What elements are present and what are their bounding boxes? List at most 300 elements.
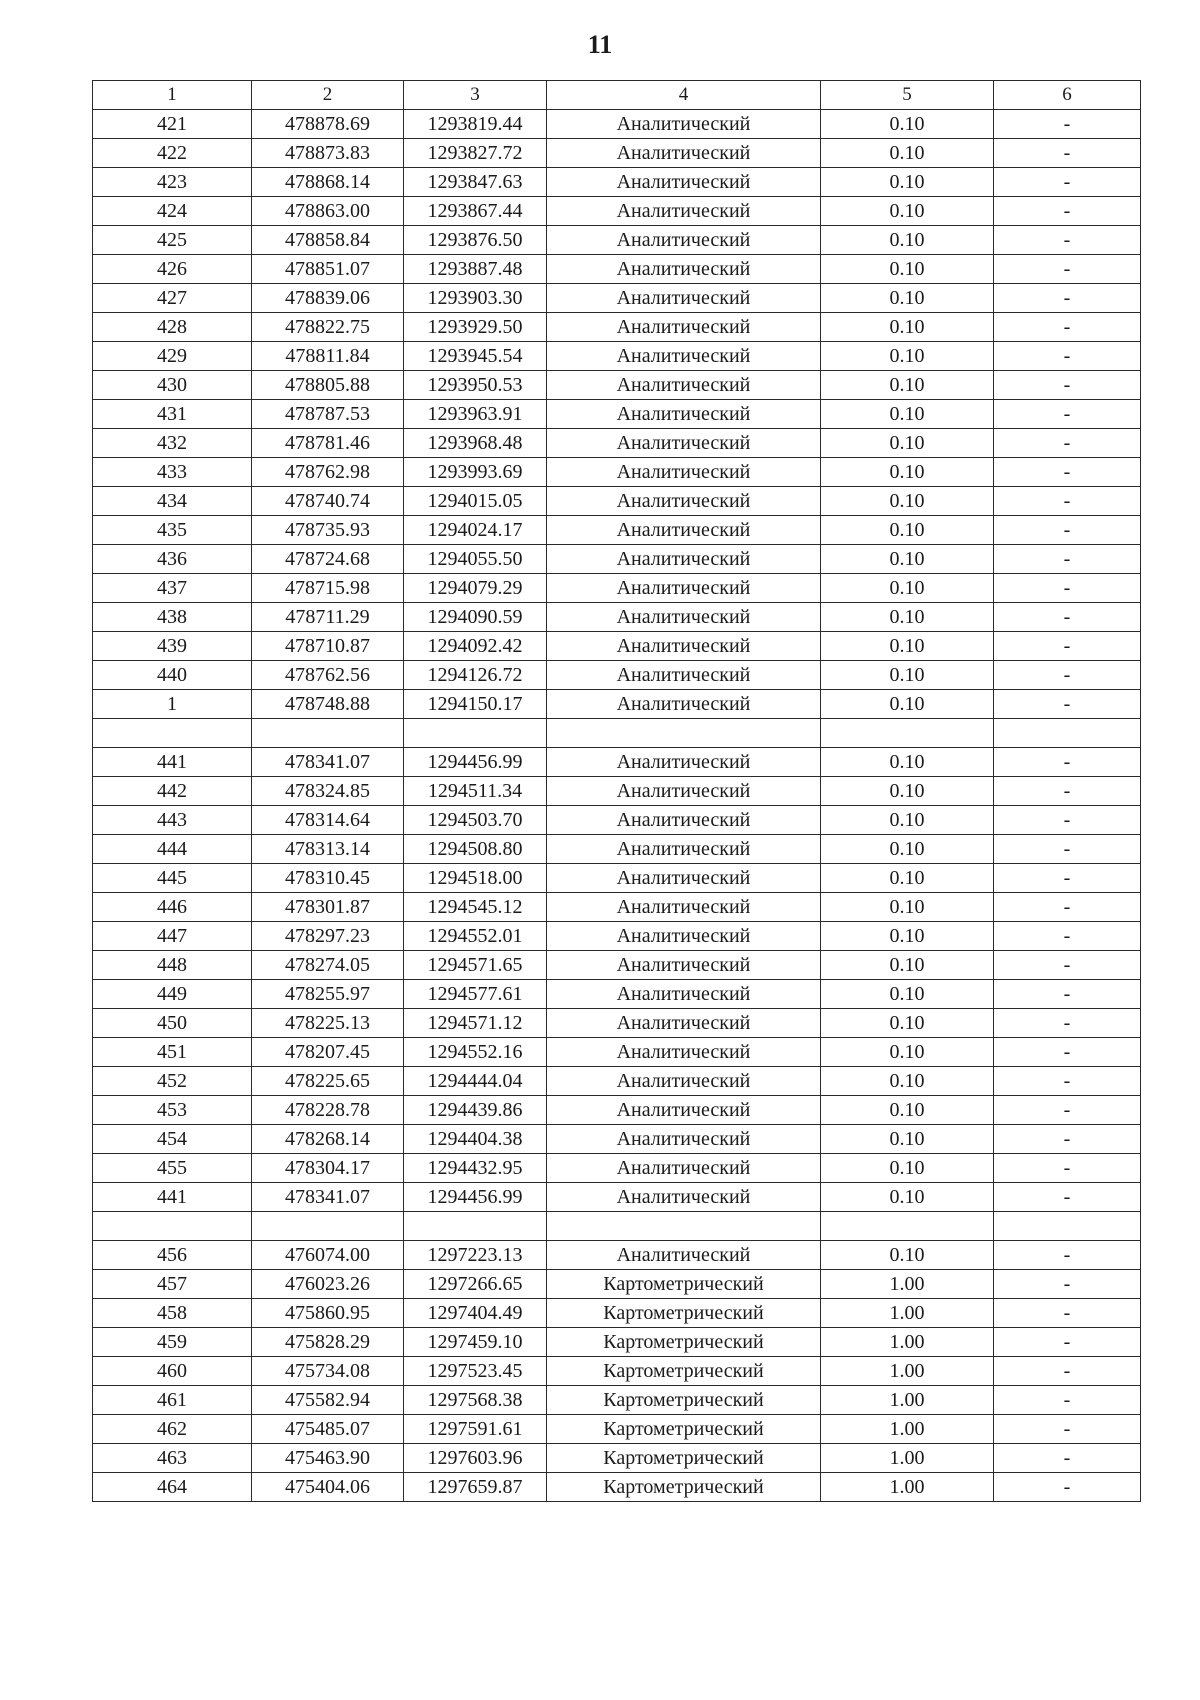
note-cell: - [994, 1241, 1141, 1270]
y-coordinate-cell: 1294552.01 [404, 922, 547, 951]
accuracy-cell: 0.10 [821, 429, 994, 458]
point-number-cell: 446 [93, 893, 252, 922]
column-header-6: 6 [994, 81, 1141, 110]
method-cell: Аналитический [547, 922, 821, 951]
method-cell: Аналитический [547, 893, 821, 922]
table-row [93, 487, 1141, 516]
note-cell: - [994, 1299, 1141, 1328]
table-separator-row [93, 719, 1141, 748]
point-number-cell: 421 [93, 110, 252, 139]
y-coordinate-cell: 1294571.12 [404, 1009, 547, 1038]
table-row [93, 1473, 1141, 1502]
note-cell: - [994, 864, 1141, 893]
table-row [93, 429, 1141, 458]
table-row [93, 1067, 1141, 1096]
accuracy-cell: 0.10 [821, 371, 994, 400]
accuracy-cell: 0.10 [821, 748, 994, 777]
y-coordinate-cell: 1297523.45 [404, 1357, 547, 1386]
x-coordinate-cell: 476074.00 [252, 1241, 404, 1270]
column-header-3: 3 [404, 81, 547, 110]
x-coordinate-cell: 478748.88 [252, 690, 404, 719]
note-cell: - [994, 806, 1141, 835]
method-cell: Картометрический [547, 1328, 821, 1357]
note-cell: - [994, 1183, 1141, 1212]
method-cell: Аналитический [547, 864, 821, 893]
method-cell: Аналитический [547, 226, 821, 255]
table-row [93, 951, 1141, 980]
x-coordinate-cell: 478762.56 [252, 661, 404, 690]
x-coordinate-cell: 476023.26 [252, 1270, 404, 1299]
point-number-cell: 447 [93, 922, 252, 951]
y-coordinate-cell: 1297603.96 [404, 1444, 547, 1473]
note-cell: - [994, 632, 1141, 661]
table-row [93, 139, 1141, 168]
y-coordinate-cell: 1294577.61 [404, 980, 547, 1009]
accuracy-cell: 1.00 [821, 1473, 994, 1502]
note-cell: - [994, 1386, 1141, 1415]
y-coordinate-cell: 1293819.44 [404, 110, 547, 139]
note-cell: - [994, 139, 1141, 168]
table-row [93, 197, 1141, 226]
point-number-cell: 454 [93, 1125, 252, 1154]
method-cell: Аналитический [547, 110, 821, 139]
y-coordinate-cell: 1293903.30 [404, 284, 547, 313]
note-cell: - [994, 342, 1141, 371]
y-coordinate-cell: 1294444.04 [404, 1067, 547, 1096]
header-row [93, 81, 1141, 110]
table-row [93, 893, 1141, 922]
y-coordinate-cell: 1294508.80 [404, 835, 547, 864]
table-row [93, 1386, 1141, 1415]
point-number-cell: 423 [93, 168, 252, 197]
point-number-cell: 442 [93, 777, 252, 806]
point-number-cell: 427 [93, 284, 252, 313]
point-number-cell: 422 [93, 139, 252, 168]
accuracy-cell: 0.10 [821, 1125, 994, 1154]
accuracy-cell: 0.10 [821, 951, 994, 980]
method-cell: Аналитический [547, 197, 821, 226]
y-coordinate-cell: 1294503.70 [404, 806, 547, 835]
note-cell: - [994, 690, 1141, 719]
method-cell: Картометрический [547, 1357, 821, 1386]
method-cell: Аналитический [547, 980, 821, 1009]
accuracy-cell: 0.10 [821, 226, 994, 255]
table-row [93, 1125, 1141, 1154]
table-row [93, 574, 1141, 603]
accuracy-cell: 0.10 [821, 980, 994, 1009]
method-cell: Аналитический [547, 951, 821, 980]
x-coordinate-cell: 478715.98 [252, 574, 404, 603]
point-number-cell: 441 [93, 1183, 252, 1212]
table-row [93, 1444, 1141, 1473]
note-cell: - [994, 893, 1141, 922]
table-row [93, 255, 1141, 284]
accuracy-cell: 0.10 [821, 1067, 994, 1096]
note-cell: - [994, 922, 1141, 951]
x-coordinate-cell [252, 1212, 404, 1241]
table-row [93, 690, 1141, 719]
note-cell: - [994, 748, 1141, 777]
y-coordinate-cell: 1293876.50 [404, 226, 547, 255]
table-row [93, 168, 1141, 197]
note-cell: - [994, 110, 1141, 139]
accuracy-cell: 0.10 [821, 110, 994, 139]
point-number-cell: 430 [93, 371, 252, 400]
x-coordinate-cell: 478274.05 [252, 951, 404, 980]
point-number-cell: 459 [93, 1328, 252, 1357]
y-coordinate-cell: 1294126.72 [404, 661, 547, 690]
point-number-cell: 433 [93, 458, 252, 487]
method-cell: Аналитический [547, 545, 821, 574]
x-coordinate-cell: 478314.64 [252, 806, 404, 835]
point-number-cell [93, 1212, 252, 1241]
y-coordinate-cell: 1293968.48 [404, 429, 547, 458]
point-number-cell: 429 [93, 342, 252, 371]
method-cell: Картометрический [547, 1415, 821, 1444]
y-coordinate-cell: 1294571.65 [404, 951, 547, 980]
table-row [93, 371, 1141, 400]
note-cell: - [994, 1038, 1141, 1067]
note-cell: - [994, 574, 1141, 603]
x-coordinate-cell: 478740.74 [252, 487, 404, 516]
method-cell: Аналитический [547, 748, 821, 777]
accuracy-cell: 1.00 [821, 1270, 994, 1299]
note-cell: - [994, 951, 1141, 980]
x-coordinate-cell: 478710.87 [252, 632, 404, 661]
table-row [93, 777, 1141, 806]
column-header-4: 4 [547, 81, 821, 110]
y-coordinate-cell: 1294439.86 [404, 1096, 547, 1125]
note-cell: - [994, 1067, 1141, 1096]
x-coordinate-cell: 478787.53 [252, 400, 404, 429]
method-cell: Аналитический [547, 1125, 821, 1154]
x-coordinate-cell: 478851.07 [252, 255, 404, 284]
y-coordinate-cell [404, 719, 547, 748]
y-coordinate-cell: 1293963.91 [404, 400, 547, 429]
table-row [93, 1009, 1141, 1038]
table-row [93, 516, 1141, 545]
y-coordinate-cell: 1294552.16 [404, 1038, 547, 1067]
method-cell: Аналитический [547, 632, 821, 661]
method-cell: Аналитический [547, 835, 821, 864]
accuracy-cell: 0.10 [821, 835, 994, 864]
note-cell: - [994, 168, 1141, 197]
accuracy-cell: 0.10 [821, 806, 994, 835]
accuracy-cell: 0.10 [821, 139, 994, 168]
table-row [93, 1154, 1141, 1183]
method-cell: Аналитический [547, 1241, 821, 1270]
y-coordinate-cell: 1293887.48 [404, 255, 547, 284]
point-number-cell: 451 [93, 1038, 252, 1067]
method-cell: Аналитический [547, 777, 821, 806]
method-cell [547, 719, 821, 748]
accuracy-cell: 0.10 [821, 864, 994, 893]
method-cell: Аналитический [547, 574, 821, 603]
accuracy-cell: 0.10 [821, 284, 994, 313]
accuracy-cell: 0.10 [821, 458, 994, 487]
accuracy-cell: 0.10 [821, 255, 994, 284]
table-row [93, 110, 1141, 139]
method-cell: Аналитический [547, 690, 821, 719]
note-cell [994, 1212, 1141, 1241]
x-coordinate-cell: 478762.98 [252, 458, 404, 487]
x-coordinate-cell: 475828.29 [252, 1328, 404, 1357]
point-number-cell: 424 [93, 197, 252, 226]
y-coordinate-cell: 1293945.54 [404, 342, 547, 371]
x-coordinate-cell: 478868.14 [252, 168, 404, 197]
accuracy-cell: 0.10 [821, 603, 994, 632]
accuracy-cell: 0.10 [821, 400, 994, 429]
x-coordinate-cell: 478225.13 [252, 1009, 404, 1038]
point-number-cell: 457 [93, 1270, 252, 1299]
note-cell: - [994, 1270, 1141, 1299]
point-number-cell: 440 [93, 661, 252, 690]
table-row [93, 835, 1141, 864]
x-coordinate-cell: 478805.88 [252, 371, 404, 400]
x-coordinate-cell: 478268.14 [252, 1125, 404, 1154]
table-separator-row [93, 1212, 1141, 1241]
point-number-cell: 450 [93, 1009, 252, 1038]
x-coordinate-cell: 478207.45 [252, 1038, 404, 1067]
table-row [93, 400, 1141, 429]
method-cell: Аналитический [547, 284, 821, 313]
point-number-cell: 435 [93, 516, 252, 545]
y-coordinate-cell: 1293847.63 [404, 168, 547, 197]
point-number-cell: 448 [93, 951, 252, 980]
note-cell: - [994, 1328, 1141, 1357]
x-coordinate-cell: 475582.94 [252, 1386, 404, 1415]
method-cell: Картометрический [547, 1270, 821, 1299]
y-coordinate-cell: 1294015.05 [404, 487, 547, 516]
table-body [93, 110, 1141, 1502]
accuracy-cell: 0.10 [821, 342, 994, 371]
x-coordinate-cell: 478839.06 [252, 284, 404, 313]
method-cell: Аналитический [547, 168, 821, 197]
note-cell: - [994, 835, 1141, 864]
x-coordinate-cell: 478313.14 [252, 835, 404, 864]
table-row [93, 1038, 1141, 1067]
y-coordinate-cell: 1293950.53 [404, 371, 547, 400]
table-row [93, 748, 1141, 777]
point-number-cell: 432 [93, 429, 252, 458]
y-coordinate-cell: 1294024.17 [404, 516, 547, 545]
x-coordinate-cell: 478341.07 [252, 748, 404, 777]
accuracy-cell: 1.00 [821, 1415, 994, 1444]
y-coordinate-cell: 1297266.65 [404, 1270, 547, 1299]
method-cell: Аналитический [547, 1096, 821, 1125]
page-number: 11 [587, 30, 613, 59]
y-coordinate-cell: 1294432.95 [404, 1154, 547, 1183]
note-cell: - [994, 226, 1141, 255]
x-coordinate-cell: 478225.65 [252, 1067, 404, 1096]
point-number-cell: 431 [93, 400, 252, 429]
method-cell: Аналитический [547, 1038, 821, 1067]
coordinates-table [92, 80, 1141, 1502]
accuracy-cell: 0.10 [821, 487, 994, 516]
accuracy-cell: 0.10 [821, 922, 994, 951]
x-coordinate-cell: 478781.46 [252, 429, 404, 458]
y-coordinate-cell: 1297568.38 [404, 1386, 547, 1415]
y-coordinate-cell: 1294090.59 [404, 603, 547, 632]
x-coordinate-cell: 478858.84 [252, 226, 404, 255]
column-header-2: 2 [252, 81, 404, 110]
accuracy-cell: 0.10 [821, 893, 994, 922]
point-number-cell: 444 [93, 835, 252, 864]
point-number-cell: 462 [93, 1415, 252, 1444]
point-number-cell: 460 [93, 1357, 252, 1386]
x-coordinate-cell: 478304.17 [252, 1154, 404, 1183]
note-cell: - [994, 313, 1141, 342]
y-coordinate-cell: 1294545.12 [404, 893, 547, 922]
note-cell: - [994, 1096, 1141, 1125]
note-cell: - [994, 603, 1141, 632]
y-coordinate-cell: 1294150.17 [404, 690, 547, 719]
method-cell: Картометрический [547, 1473, 821, 1502]
note-cell: - [994, 487, 1141, 516]
table-row [93, 980, 1141, 1009]
y-coordinate-cell: 1294092.42 [404, 632, 547, 661]
x-coordinate-cell: 475463.90 [252, 1444, 404, 1473]
point-number-cell: 461 [93, 1386, 252, 1415]
table-row [93, 1183, 1141, 1212]
note-cell [994, 719, 1141, 748]
accuracy-cell: 0.10 [821, 632, 994, 661]
accuracy-cell: 0.10 [821, 1183, 994, 1212]
x-coordinate-cell: 475860.95 [252, 1299, 404, 1328]
method-cell: Аналитический [547, 458, 821, 487]
note-cell: - [994, 1444, 1141, 1473]
accuracy-cell [821, 1212, 994, 1241]
table-row [93, 806, 1141, 835]
accuracy-cell: 0.10 [821, 574, 994, 603]
table-row [93, 1096, 1141, 1125]
accuracy-cell: 1.00 [821, 1444, 994, 1473]
point-number-cell: 439 [93, 632, 252, 661]
x-coordinate-cell: 478811.84 [252, 342, 404, 371]
method-cell: Аналитический [547, 487, 821, 516]
method-cell: Аналитический [547, 429, 821, 458]
accuracy-cell: 0.10 [821, 1038, 994, 1067]
point-number-cell: 1 [93, 690, 252, 719]
note-cell: - [994, 197, 1141, 226]
table-row [93, 1241, 1141, 1270]
accuracy-cell: 1.00 [821, 1328, 994, 1357]
method-cell: Аналитический [547, 371, 821, 400]
note-cell: - [994, 429, 1141, 458]
point-number-cell: 434 [93, 487, 252, 516]
y-coordinate-cell: 1297223.13 [404, 1241, 547, 1270]
accuracy-cell: 0.10 [821, 1009, 994, 1038]
method-cell: Аналитический [547, 1009, 821, 1038]
note-cell: - [994, 545, 1141, 574]
point-number-cell: 445 [93, 864, 252, 893]
table-row [93, 632, 1141, 661]
y-coordinate-cell: 1294518.00 [404, 864, 547, 893]
table-row [93, 313, 1141, 342]
accuracy-cell: 0.10 [821, 1241, 994, 1270]
note-cell: - [994, 1357, 1141, 1386]
method-cell: Аналитический [547, 603, 821, 632]
method-cell: Аналитический [547, 1183, 821, 1212]
y-coordinate-cell: 1297591.61 [404, 1415, 547, 1444]
accuracy-cell: 0.10 [821, 690, 994, 719]
x-coordinate-cell: 475485.07 [252, 1415, 404, 1444]
y-coordinate-cell: 1294079.29 [404, 574, 547, 603]
accuracy-cell: 0.10 [821, 1096, 994, 1125]
point-number-cell: 425 [93, 226, 252, 255]
y-coordinate-cell: 1294511.34 [404, 777, 547, 806]
table-row [93, 661, 1141, 690]
table-row [93, 545, 1141, 574]
method-cell: Картометрический [547, 1444, 821, 1473]
x-coordinate-cell: 478310.45 [252, 864, 404, 893]
x-coordinate-cell: 478297.23 [252, 922, 404, 951]
method-cell [547, 1212, 821, 1241]
note-cell: - [994, 371, 1141, 400]
accuracy-cell: 0.10 [821, 545, 994, 574]
table-row [93, 342, 1141, 371]
x-coordinate-cell: 478735.93 [252, 516, 404, 545]
accuracy-cell: 0.10 [821, 313, 994, 342]
method-cell: Аналитический [547, 516, 821, 545]
note-cell: - [994, 255, 1141, 284]
table-row [93, 1299, 1141, 1328]
x-coordinate-cell: 475404.06 [252, 1473, 404, 1502]
point-number-cell: 428 [93, 313, 252, 342]
method-cell: Аналитический [547, 1067, 821, 1096]
point-number-cell: 463 [93, 1444, 252, 1473]
x-coordinate-cell [252, 719, 404, 748]
accuracy-cell: 1.00 [821, 1357, 994, 1386]
point-number-cell: 438 [93, 603, 252, 632]
y-coordinate-cell: 1297404.49 [404, 1299, 547, 1328]
x-coordinate-cell: 475734.08 [252, 1357, 404, 1386]
note-cell: - [994, 777, 1141, 806]
note-cell: - [994, 458, 1141, 487]
y-coordinate-cell: 1297459.10 [404, 1328, 547, 1357]
y-coordinate-cell: 1293929.50 [404, 313, 547, 342]
method-cell: Аналитический [547, 400, 821, 429]
table-row [93, 1328, 1141, 1357]
method-cell: Аналитический [547, 661, 821, 690]
x-coordinate-cell: 478873.83 [252, 139, 404, 168]
y-coordinate-cell [404, 1212, 547, 1241]
point-number-cell: 443 [93, 806, 252, 835]
table-row [93, 458, 1141, 487]
table-row [93, 603, 1141, 632]
note-cell: - [994, 1415, 1141, 1444]
point-number-cell: 452 [93, 1067, 252, 1096]
accuracy-cell: 1.00 [821, 1386, 994, 1415]
point-number-cell: 449 [93, 980, 252, 1009]
y-coordinate-cell: 1294055.50 [404, 545, 547, 574]
table-row [93, 1270, 1141, 1299]
point-number-cell: 456 [93, 1241, 252, 1270]
x-coordinate-cell: 478228.78 [252, 1096, 404, 1125]
note-cell: - [994, 1125, 1141, 1154]
note-cell: - [994, 1009, 1141, 1038]
x-coordinate-cell: 478724.68 [252, 545, 404, 574]
method-cell: Картометрический [547, 1299, 821, 1328]
point-number-cell [93, 719, 252, 748]
point-number-cell: 464 [93, 1473, 252, 1502]
y-coordinate-cell: 1293993.69 [404, 458, 547, 487]
y-coordinate-cell: 1294404.38 [404, 1125, 547, 1154]
x-coordinate-cell: 478341.07 [252, 1183, 404, 1212]
accuracy-cell: 0.10 [821, 777, 994, 806]
x-coordinate-cell: 478301.87 [252, 893, 404, 922]
point-number-cell: 453 [93, 1096, 252, 1125]
